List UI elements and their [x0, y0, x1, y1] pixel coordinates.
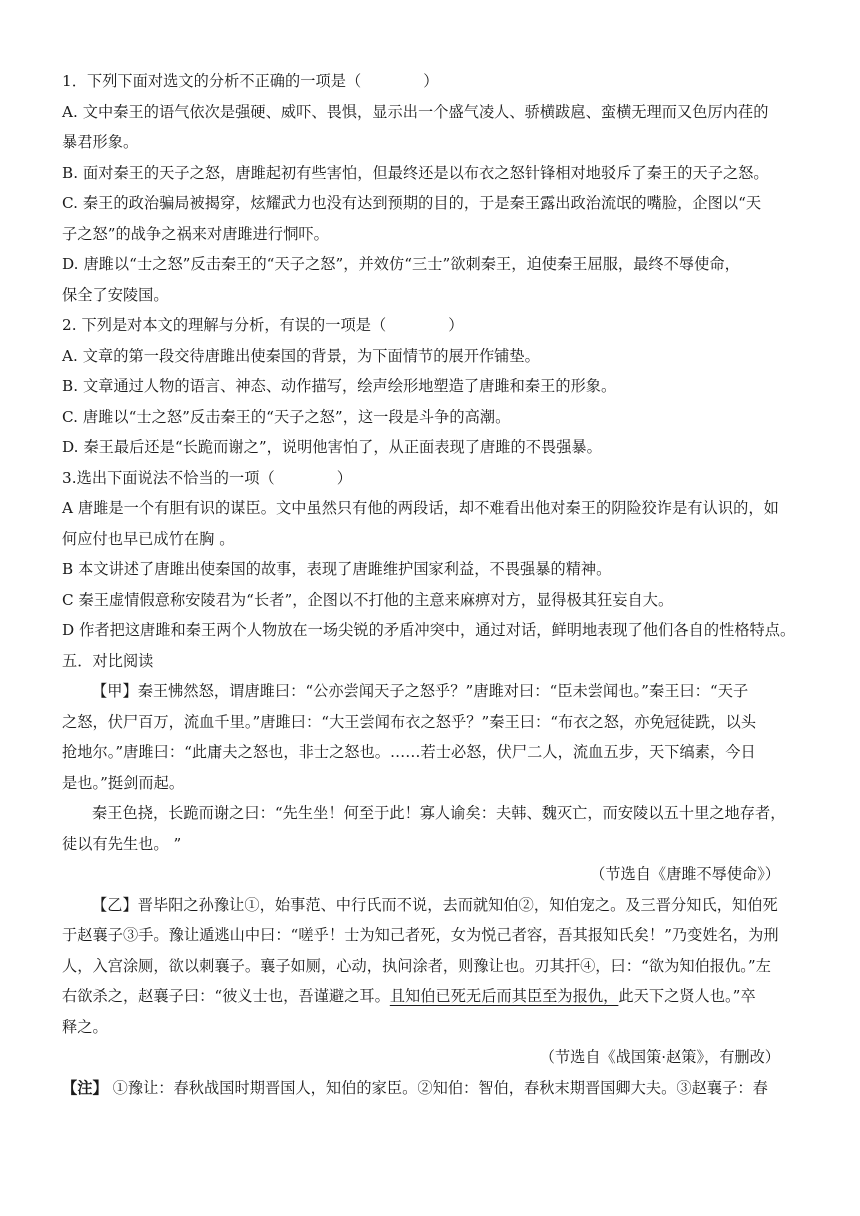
passage-jia-line: 秦王色挠，长跪而谢之曰：“先生坐！何至于此！寡人谕矣：夫韩、魏灭亡，而安陵以五十里之地存者， — [92, 804, 786, 822]
passage-jia — [62, 676, 786, 890]
question-3-option-b: B 本文讲述了唐雎出使秦国的故事，表现了唐雎维护国家利益，不畏强暴的精神。 — [62, 560, 612, 578]
passage-yi-line: 于赵襄子③手。豫让遁逃山中曰：“嗟乎！士为知己者死，女为悦己者容，吾其报知氏矣！”乃变姓名，为刑 — [62, 926, 779, 944]
question-3-option-a-cont: 何应付也早已成竹在胸 。 — [62, 529, 235, 548]
question-2-option-c: C. 唐雎以“士之怒”反击秦王的“天子之怒”，这一段是斗争的高潮。 — [62, 407, 511, 426]
passage-yi-line: 右欲杀之，赵襄子曰：“彼义士也，吾谨避之耳。且知伯已死无后而其臣至为报仇，此天下之贤人也。”卒 — [62, 987, 756, 1005]
question-1-option-d: D. 唐雎以“士之怒”反击秦王的“天子之怒”，并效仿“三士”欲刺秦王，迫使秦王屈服，最终不辱使命， — [62, 255, 740, 273]
passage-jia-source: （节选自《唐雎不辱使命》） — [590, 865, 780, 883]
question-2 — [62, 310, 782, 463]
question-3-option-d: D 作者把这唐雎和秦王两个人物放在一场尖锐的矛盾冲突中，通过对话，鲜明地表现了他们各自的性格特点。 — [62, 621, 796, 639]
passage-yi-line: 人，入宫涂厕，欲以刺襄子。襄子如厕，心动，执问涂者，则豫让也。刃其扞④，曰：“欲为知伯报仇。”左 — [62, 956, 771, 975]
question-3-option-a: A 唐雎是一个有胆有识的谋臣。文中虽然只有他的两段话，却不难看出他对秦王的阴险狡诈是有认识的，如 — [62, 499, 779, 517]
section-5-heading: 五．对比阅读 — [62, 651, 154, 670]
passage-yi — [62, 890, 782, 1073]
question-1-option-c-cont: 子之怒”的战争之祸来对唐雎进行恫吓。 — [62, 224, 329, 243]
passage-jia-line: 抢地尔。”唐雎曰：“此庸夫之怒也，非士之怒也。……若士必怒，伏尸二人，流血五步，天下缟素，今日 — [62, 743, 756, 761]
question-2-option-d: D. 秦王最后还是“长跪而谢之”，说明他害怕了，从正面表现了唐雎的不畏强暴。 — [62, 438, 602, 456]
annotation-note: 【注】 ①豫让：春秋战国时期晋国人，知伯的家臣。②知伯：智伯，春秋末期晋国卿大夫。③赵襄子：春 — [62, 1078, 768, 1097]
passage-yi-line: 释之。 — [62, 1017, 108, 1036]
question-1-option-a: A. 文中秦王的语气依次是强硬、威吓、畏惧，显示出一个盛气凌人、骄横跋扈、蛮横无理而又色厉内荏的 — [62, 102, 769, 121]
question-1-option-c: C. 秦王的政治骗局被揭穿，炫耀武力也没有达到预期的目的，于是秦王露出政治流氓的嘴脸，企图以“天 — [62, 194, 762, 212]
underlined-sentence: 且知伯已死无后而其臣至为报仇， — [389, 987, 619, 1005]
question-1-option-a-cont: 暴君形象。 — [62, 133, 139, 151]
question-2-stem: 2. 下列是对本文的理解与分析，有误的一项是（ ） — [62, 316, 464, 334]
passage-jia-line: 是也。”挺剑而起。 — [62, 773, 185, 792]
passage-yi-line: 【乙】晋毕阳之孙豫让①，始事范、中行氏而不说，去而就知伯②，知伯宠之。及三晋分知氏，知伯死 — [92, 895, 778, 914]
document-page — [62, 66, 796, 1103]
question-1-stem: 1．下列下面对选文的分析不正确的一项是（ ） — [62, 72, 439, 90]
question-1-option-b: B. 面对秦王的天子之怒，唐雎起初有些害怕，但最终还是以布衣之怒针锋相对地驳斥了秦王的天子之怒。 — [62, 163, 769, 182]
passage-jia-line: 【甲】秦王怫然怒，谓唐雎曰：“公亦尝闻天子之怒乎？”唐雎对曰：“臣未尝闻也。”秦王曰：“天子 — [92, 682, 749, 700]
question-1 — [62, 66, 782, 310]
question-3 — [62, 463, 796, 646]
question-3-option-c: C 秦王虚情假意称安陵君为“长者”，企图以不打他的主意来麻痹对方，显得极其狂妄自大。 — [62, 590, 674, 609]
passage-jia-line: 之怒，伏尸百万，流血千里。”唐雎曰：“大王尝闻布衣之怒乎？”秦王曰：“布衣之怒，亦免冠徒跣，以头 — [62, 712, 757, 731]
annotation-label: 【注】 — [62, 1078, 108, 1097]
question-2-option-b: B. 文章通过人物的语言、神态、动作描写，绘声绘形地塑造了唐雎和秦王的形象。 — [62, 377, 617, 395]
question-2-option-a: A. 文章的第一段交待唐雎出使秦国的背景，为下面情节的展开作铺垫。 — [62, 346, 540, 365]
passage-yi-source: （节选自《战国策·赵策》，有删改） — [539, 1048, 780, 1066]
question-1-option-d-cont: 保全了安陵国。 — [62, 285, 169, 304]
passage-jia-line: 徒以有先生也。 ” — [62, 834, 182, 853]
question-3-stem: 3.选出下面说法不恰当的一项（ ） — [62, 468, 352, 487]
section-5 — [62, 646, 786, 1104]
